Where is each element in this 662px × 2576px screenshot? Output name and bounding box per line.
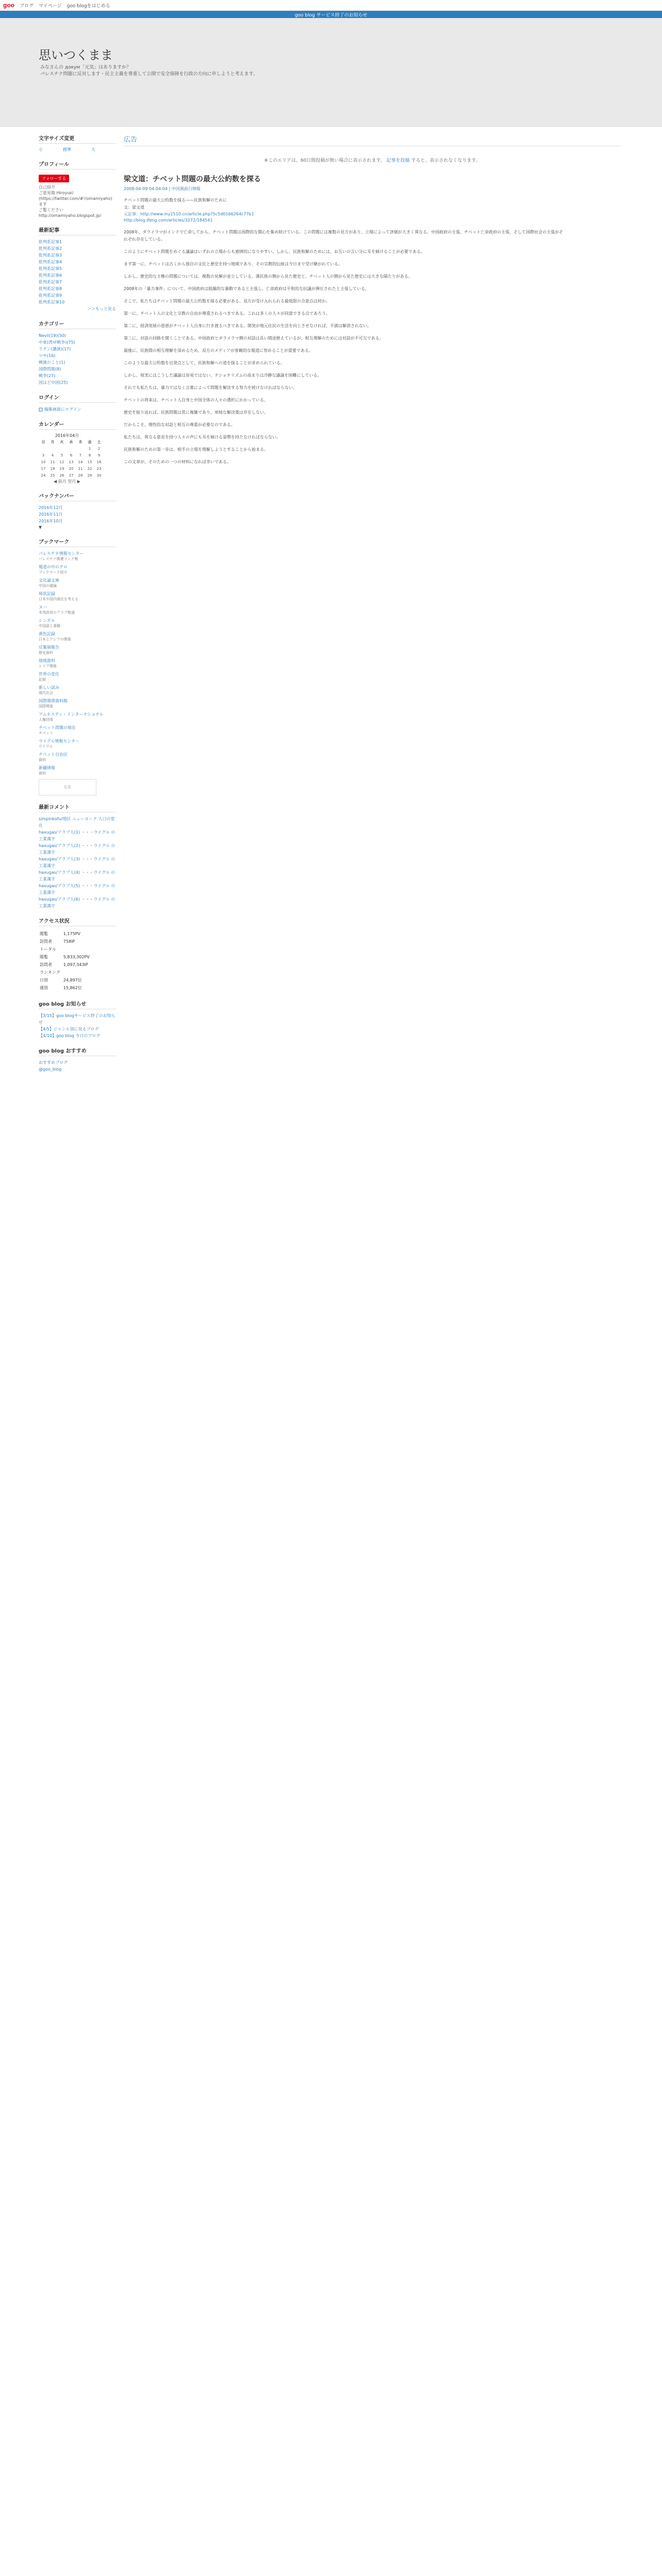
bookmark-desc: 米英政府のアラブ報道 xyxy=(39,611,75,615)
bookmark-title: ブックマーク xyxy=(39,537,116,547)
calendar-day: 19 xyxy=(59,466,64,471)
bookmark-desc: 中国の議論 xyxy=(39,584,57,588)
goo-notice-link[interactable]: 【4/10】goo blog 今日のブログ xyxy=(39,1033,101,1038)
source-url[interactable]: http://blog.ifeng.com/articles/3272/184541 xyxy=(124,218,213,223)
stat-label: 日別 xyxy=(40,978,48,982)
recent-comment-link[interactable]: haxugas/アラブ人(2) ・・・ウイグル の工業漢字 xyxy=(39,843,115,855)
source-url[interactable]: 元記事：http://www.my1510.cn/article.php?5c5d0166264c77b1 xyxy=(124,212,254,216)
calendar-day-header: 水 xyxy=(69,439,73,444)
main-area xyxy=(0,127,662,2576)
category-link[interactable]: 国際問題(8) xyxy=(39,367,61,371)
bookmark-desc: 歴史資料 xyxy=(39,651,53,655)
recent-comment-link[interactable]: haxugas/アラブ人(5) ・・・ウイグル の工業漢字 xyxy=(39,884,115,895)
bookmark-link[interactable]: 現状記録 xyxy=(39,591,55,596)
calendar-day: 24 xyxy=(41,473,46,478)
bookmark-desc: 資料 xyxy=(39,758,46,762)
backnumber-link[interactable]: 2016年11月 xyxy=(39,512,63,517)
top-link-blog[interactable]: ブログ xyxy=(20,3,34,9)
backnumber-list xyxy=(39,504,116,530)
stat-value: 1,175PV xyxy=(63,931,80,936)
calendar-day: 28 xyxy=(78,473,83,478)
post-article-link[interactable]: 記事を投稿 xyxy=(386,158,410,163)
calendar-day: 9 xyxy=(97,453,101,457)
calendar-day: 6 xyxy=(70,453,73,457)
bookmark-list xyxy=(39,550,116,776)
calendar-day-header: 月 xyxy=(51,439,55,444)
profile-title: プロフィール xyxy=(39,160,116,170)
calendar-day: 5 xyxy=(60,453,63,457)
blog-description-line: パレスチナ問題に反対します・民主主義を尊重して公開で安全保障を行政の方向に申しようと考えます。 xyxy=(40,72,258,77)
goo-notice-link[interactable]: 【4/5】ジャンル別に見るブログ xyxy=(39,1027,99,1031)
bookmark-desc: 日本とアジアの関係 xyxy=(39,637,71,641)
calendar-day: 30 xyxy=(96,473,102,478)
calendar-table xyxy=(39,438,104,479)
sidebar-ad[interactable]: 広告 xyxy=(39,779,96,795)
bookmark-desc: 国際関係 xyxy=(39,704,53,708)
access-title: アクセス状況 xyxy=(39,917,116,926)
calendar-day xyxy=(48,445,57,452)
goo-notices-title: goo blog お知らせ xyxy=(39,999,116,1009)
bookmark-desc: シリア関係 xyxy=(39,664,57,668)
top-link-mypage[interactable]: マイページ xyxy=(39,3,62,9)
backnumber-select[interactable]: ▼ xyxy=(39,525,42,530)
profile-line[interactable]: http://omamiyaho.blogspot.jp/ xyxy=(39,213,102,218)
fontsize-title: 文字サイズ変更 xyxy=(39,134,116,144)
recommend-link[interactable]: おすすめブログ xyxy=(39,1060,68,1065)
stat-value: 758IP xyxy=(63,939,75,944)
recent-comment-link[interactable]: haxugas/アラブ人(3) ・・・ウイグル の工業漢字 xyxy=(39,857,115,868)
access-stats xyxy=(39,929,93,992)
bookmark-link[interactable]: 黄色記録 xyxy=(39,632,55,636)
ad-note xyxy=(124,157,621,163)
calendar-day: 21 xyxy=(78,466,83,471)
calendar-day: 4 xyxy=(51,453,54,457)
calendar-day xyxy=(57,445,67,452)
bookmark-link[interactable]: ウイグル情報センター xyxy=(39,739,80,743)
blog-description xyxy=(40,64,258,78)
entry-paragraph: まず第一に、チベットは古くから独自の文化と歴史を持つ地域であり、その宗教的伝統は今日まで受け継がれている。 xyxy=(124,262,342,266)
recent-entries-list xyxy=(39,239,116,312)
entry-paragraph: 第一に、チベット人の文化と宗教の自由が尊重されるべきである。これは多くの人々が同意できる点であろう。 xyxy=(124,311,330,316)
bookmark-desc: ブックマーク紹介 xyxy=(39,570,68,574)
bookmark-desc: チベット xyxy=(39,731,53,735)
entry-title[interactable]: 梁文道：チベット問題の最大公約数を探る xyxy=(124,175,261,183)
bookmark-link[interactable]: 反緊制報告 xyxy=(39,645,59,650)
category-link[interactable]: Nevil(19)(50) xyxy=(39,333,66,338)
recent-comment-link[interactable]: haxugas/アラブ人(4) ・・・ウイグル の工業漢字 xyxy=(39,870,115,882)
goo-notice-link[interactable]: 【3/15】goo blogサービス終了のお知らせ xyxy=(39,1013,115,1025)
category-link[interactable]: 戦争(27) xyxy=(39,374,56,378)
intro-line: 文：梁文道 xyxy=(124,205,144,210)
entry-date[interactable]: 2008-04-09 04:04:04 | 中国風面白情報 xyxy=(124,187,201,191)
bookmark-link[interactable]: チベット問題の現在 xyxy=(39,725,76,730)
top-link-start[interactable]: goo blogをはじめる xyxy=(67,3,110,9)
bookmark-desc: 資料 xyxy=(39,771,46,775)
calendar-month: 2016年04月 xyxy=(55,433,79,438)
calendar-day-header: 土 xyxy=(97,439,101,444)
calendar-day: 15 xyxy=(87,460,92,464)
calendar-day-header: 木 xyxy=(78,439,82,444)
entry-paragraph: 2008年の「暴力事件」について、中国政府は組織的な暴動であると主張し、亡命政府は平和的な抗議が弾圧されたと主張している。 xyxy=(124,286,370,291)
backnumber-link[interactable]: 2016年12月 xyxy=(39,505,63,510)
stat-value: 24,897位 xyxy=(63,978,82,982)
backnumber-link[interactable]: 2016年10月 xyxy=(39,519,63,523)
recent-entry-link[interactable]: 批判系記事10 xyxy=(39,300,65,304)
recommend-link[interactable]: @goo_blog xyxy=(39,1067,62,1072)
entry-paragraph: このような最大公約数を出発点として、民族和解への道を探ることが求められている。 xyxy=(124,361,285,365)
bookmark-link[interactable]: 世界の変化 xyxy=(39,672,59,676)
calendar-day: 3 xyxy=(42,453,45,457)
entry-paragraph: しかし、現実にはこうした議論は容易ではない。ナショナリズムの高まりは冷静な議論を困難にしている。 xyxy=(124,373,322,378)
calendar-day: 14 xyxy=(78,460,83,464)
bookmark-link[interactable]: 報道の中のテロ xyxy=(39,565,68,569)
recent-comments-list xyxy=(39,816,116,909)
entry-body xyxy=(124,197,567,466)
entry-paragraph: 民族和解のための第一歩は、相手の立場を理解しようとすることから始まる。 xyxy=(124,447,268,452)
goo-notices-list xyxy=(39,1012,116,1039)
entry-paragraph: このようにチベット問題をめぐる議論はいずれの立場からも感情的になりやすい。しかし、民族和解のためには、お互いの言い分に耳を傾けることが必要である。 xyxy=(124,249,425,254)
stat-label: トータル xyxy=(40,947,56,952)
ad-note-after: すると、表示されなくなります。 xyxy=(411,158,481,163)
recommend-title: goo blog おすすめ xyxy=(39,1046,116,1056)
entry-paragraph: そこで、私たちはチベット問題の最大公約数を探る必要がある。双方が受け入れられる最低限の合意点は何か。 xyxy=(124,299,330,303)
recent-entry-link[interactable]: 批判系記事6 xyxy=(39,273,62,278)
calendar-day: 20 xyxy=(69,466,74,471)
calendar-day: 23 xyxy=(96,466,102,471)
fontsize-small[interactable]: 小 xyxy=(39,147,43,152)
category-title: カテゴリー xyxy=(39,319,116,329)
entry-paragraph: チベットの将来は、チベット人自身と中国全体の人々の選択にかかっている。 xyxy=(124,398,268,402)
category-link[interactable]: 国はど中国(25) xyxy=(39,380,68,385)
calendar-day: 17 xyxy=(41,466,46,471)
bookmark-link[interactable]: アムネスティ・インターナショナル xyxy=(39,712,104,717)
calendar-day: 1 xyxy=(88,446,91,451)
entry-paragraph: この文章が、そのための一つの材料になれば幸いである。 xyxy=(124,460,231,464)
recent-entry-link[interactable]: 批判系記事8 xyxy=(39,286,62,291)
bookmark-link[interactable]: シンボル xyxy=(39,618,55,623)
entry-paragraph: それでも私たちは、暴力ではなく言葉によって問題を解決する努力を続けなければならない。 xyxy=(124,385,297,390)
recent-entry-link[interactable]: 批判系記事7 xyxy=(39,280,62,284)
follow-button[interactable]: フォローする xyxy=(39,175,69,182)
entry-paragraph: 第三に、対話の回路を開くことである。中国政府とダライラマ側の対話は長い間途絶えているが、相互理解のためには対話が不可欠である。 xyxy=(124,336,384,341)
bookmark-desc: 記録 xyxy=(39,677,46,682)
stat-value: 15,862位 xyxy=(63,986,82,990)
sidebar xyxy=(39,127,116,1073)
calendar-day: 2 xyxy=(97,446,101,451)
blog-header xyxy=(0,18,662,127)
bookmark-link[interactable]: 新しい試み xyxy=(39,685,59,690)
calendar-day-header: 火 xyxy=(60,439,64,444)
recent-entry-link[interactable]: 批判系記事5 xyxy=(39,266,62,271)
intro-line: チベット問題の最大公約数を探る——民族和解のために xyxy=(124,198,227,202)
service-notice-text[interactable]: goo blog サービス終了のお知らせ xyxy=(294,12,368,18)
bookmark-desc: ウイグル xyxy=(39,744,53,749)
backnumber-title: バックナンバー xyxy=(39,492,116,501)
recent-comment-link[interactable]: haxugas/アラブ人(6) ・・・ウイグル の工業漢字 xyxy=(39,897,115,908)
login-title: ログイン xyxy=(39,393,116,403)
recent-entry-link[interactable]: 批判系記事4 xyxy=(39,260,62,264)
stat-label: 閲覧 xyxy=(40,955,48,959)
stat-label: ランキング xyxy=(40,970,60,975)
profile-text xyxy=(39,184,116,218)
calendar-day xyxy=(76,445,85,452)
recent-entries-title: 最新記事 xyxy=(39,226,116,235)
calendar-day: 11 xyxy=(50,460,55,464)
calendar-day: 29 xyxy=(87,473,92,478)
blog-title[interactable]: 思いつくまま xyxy=(39,48,113,62)
profile-line: ご覧ください xyxy=(39,208,63,212)
calendar-day: 18 xyxy=(50,466,55,471)
bookmark-desc: 人権団体 xyxy=(39,718,53,722)
content-ad-heading: 広告 xyxy=(124,134,621,146)
top-bar xyxy=(0,0,662,11)
fontsize-large[interactable]: 大 xyxy=(91,147,95,152)
category-link[interactable]: マサ(16) xyxy=(39,353,56,358)
bookmark-link[interactable]: チベット自治区 xyxy=(39,752,68,757)
recent-comment-link[interactable]: haxugas/アラブ人(1) ・・・ウイグル の工業漢字 xyxy=(39,830,115,841)
blog-description-line: みなさんの докум「元気」はありますか？ xyxy=(40,65,131,70)
entry-intro xyxy=(124,197,567,224)
entry-paragraph: 歴史を振り返れば、民族問題は常に複雑であり、単純な解決策は存在しない。 xyxy=(124,410,268,415)
profile-line: ます xyxy=(39,202,47,207)
category-list xyxy=(39,332,116,386)
entry-paragraph: しかし、歴史的な主権の問題については、複数の見解が並立している。漢民族の側から見た歴史と、チベット人の側から見た歴史には大きな隔たりがある。 xyxy=(124,274,412,279)
stat-value: 5,833,302PV xyxy=(63,955,90,959)
bookmark-desc: 現代社会 xyxy=(39,691,53,695)
stat-label: 閲覧 xyxy=(40,931,48,936)
calendar-day: 26 xyxy=(59,473,64,478)
recommend-list xyxy=(39,1059,116,1073)
profile-line: 自己紹介 xyxy=(39,185,55,190)
stat-label: 訪問者 xyxy=(40,962,52,967)
recent-comments-title: 最新コメント xyxy=(39,803,116,812)
calendar-day: 22 xyxy=(87,466,92,471)
entry-paragraph: 2008年、ダライラマがインドで亡命してから、チベット問題は国際的な関心を集め続けている。この問題には複数の見方があり、立場によって評価が大きく異なる。中国政府の主張、チベット亡命政府の主張、そして国際社会の主張がそれぞれ存在している。 xyxy=(124,230,564,242)
content-area xyxy=(124,127,621,471)
calendar-day: 7 xyxy=(79,453,82,457)
login-link-label: 編集画面にログイン xyxy=(44,407,81,412)
stat-value xyxy=(63,969,92,976)
fontsize-options xyxy=(39,147,95,152)
calendar-day: 8 xyxy=(88,453,91,457)
calendar-day: 10 xyxy=(41,460,46,464)
recent-entry-link[interactable]: 批判系記事9 xyxy=(39,293,62,298)
stat-value: 1,097,343IP xyxy=(63,962,88,967)
category-link[interactable]: 中東(湾岸戦争)(75) xyxy=(39,340,75,345)
goo-logo[interactable]: goo xyxy=(3,2,14,9)
calendar-day-header: 金 xyxy=(88,439,92,444)
calendar-day: 16 xyxy=(96,460,102,464)
bookmark-link[interactable]: 文化論文庫 xyxy=(39,578,59,583)
recent-comment-link[interactable]: simpinkofu/地区 ニューヨーク 人口の変化 xyxy=(39,817,115,828)
recent-entry-link[interactable]: 批判系記事2 xyxy=(39,246,62,251)
entry-paragraph: 私たちは、異なる意見を持つ人々の声にも耳を傾ける姿勢を持たなければならない。 xyxy=(124,435,280,439)
bookmark-link[interactable]: 新疆情報 xyxy=(39,766,55,770)
bookmark-link[interactable]: パレスチナ情報センター xyxy=(39,551,84,556)
ad-note-text: ※このエリアは、60日間投稿が無い場合に表示されます。 xyxy=(264,158,385,163)
recent-entry-link[interactable]: 批判系記事1 xyxy=(39,240,62,244)
category-link[interactable]: ラテン(講演)(17) xyxy=(39,347,71,351)
service-notice-bar[interactable] xyxy=(0,11,662,18)
entry-paragraph: 第二に、経済発展の恩恵がチベット人自身に行き渡るべきである。開発が地元住民の生活を向上させなければ、不満は解消されない。 xyxy=(124,324,371,328)
calendar-day xyxy=(67,445,76,452)
recent-more-link[interactable]: ＞＞もっと見る xyxy=(87,307,116,311)
profile-line: ご意見箱 Hiroyuki xyxy=(39,191,74,195)
profile-line[interactable]: (https://twitter.com/#!/omamiyaho) xyxy=(39,196,112,201)
calendar-title: カレンダー xyxy=(39,420,116,430)
recent-entry-link[interactable]: 批判系記事3 xyxy=(39,253,62,258)
edit-icon xyxy=(39,408,43,412)
bookmark-desc: パレスチナ関連リンク集 xyxy=(39,557,78,561)
bookmark-link[interactable]: ヌハ xyxy=(39,605,47,609)
stat-value xyxy=(63,946,92,953)
calendar-day: 27 xyxy=(69,473,74,478)
calendar-day-header: 日 xyxy=(41,439,45,444)
calendar-day xyxy=(39,445,48,452)
fontsize-medium[interactable]: 標準 xyxy=(63,147,71,152)
category-link[interactable]: 戦後のこと(1) xyxy=(39,360,65,365)
entry-paragraph: だからこそ、理性的な対話と相互の尊重が必要なのである。 xyxy=(124,422,235,427)
bookmark-desc: 日本や国内現在を考える xyxy=(39,597,78,601)
calendar-day: 12 xyxy=(59,460,64,464)
bookmark-link[interactable]: 地域資料 xyxy=(39,658,55,663)
calendar-day: 25 xyxy=(50,473,55,478)
stat-label: 訪問者 xyxy=(40,939,52,944)
stat-label: 週別 xyxy=(40,986,48,990)
login-link[interactable] xyxy=(39,406,116,413)
bookmark-desc: 中国語と書籍 xyxy=(39,624,60,628)
calendar-day: 13 xyxy=(69,460,74,464)
entry-paragraph: 最後に、民族間の相互理解を深めるため、双方のメディアが客観的な報道に努めることが重要である。 xyxy=(124,348,313,353)
bookmark-link[interactable]: 国際関係資料館 xyxy=(39,699,68,703)
calendar-nav[interactable]: ◀ 前月 翌月 ▶ xyxy=(54,479,80,484)
